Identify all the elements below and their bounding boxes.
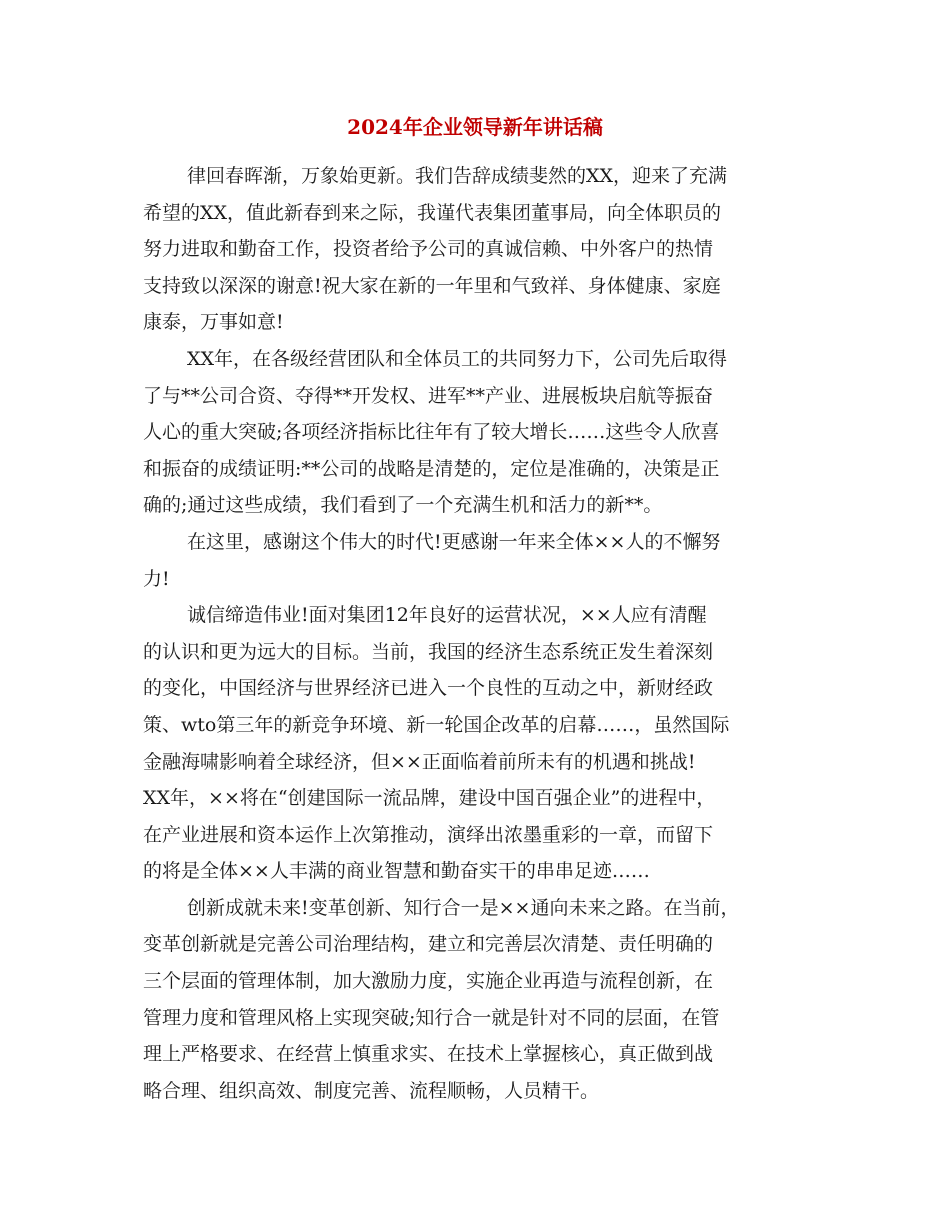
paragraph-line: 力!	[143, 567, 170, 590]
paragraph-line: XX年，在各级经营团队和全体员工的共同努力下，公司先后取得	[187, 347, 728, 370]
paragraph-line: 康泰，万事如意!	[143, 311, 284, 334]
paragraph-line: 和振奋的成绩证明:**公司的战略是清楚的，定位是准确的，决策是正	[143, 457, 720, 480]
paragraph-line: 支持致以深深的谢意!祝大家在新的一年里和气致祥、身体健康、家庭	[143, 274, 721, 297]
paragraph-line: 理上严格要求、在经营上慎重求实、在技术上掌握核心，真正做到战	[143, 1043, 714, 1066]
paragraph-line: 努力进取和勤奋工作，投资者给予公司的真诚信赖、中外客户的热情	[143, 238, 714, 261]
paragraph-line: XX年，××将在“创建国际一流品牌，建设中国百强企业”的进程中，	[143, 787, 716, 810]
paragraph-line: 策、wto第三年的新竞争环境、新一轮国企改革的启幕……，虽然国际	[143, 713, 730, 736]
paragraph-line: 在产业进展和资本运作上次第推动，演绎出浓墨重彩的一章，而留下	[143, 823, 714, 846]
paragraph-line: 金融海啸影响着全球经济，但××正面临着前所未有的机遇和挑战!	[143, 750, 696, 773]
paragraph-line: 管理力度和管理风格上实现突破;知行合一就是针对不同的层面，在管	[143, 1006, 720, 1029]
paragraph-line: 在这里，感谢这个伟大的时代!更感谢一年来全体××人的不懈努	[187, 530, 721, 553]
paragraph-line: 诚信缔造伟业!面对集团12年良好的运营状况，××人应有清醒	[187, 604, 707, 627]
paragraph-line: 希望的XX，值此新春到来之际，我谨代表集团董事局，向全体职员的	[143, 201, 722, 224]
paragraph-line: 人心的重大突破;各项经济指标比往年有了较大增长……这些令人欣喜	[143, 421, 720, 444]
paragraph-line: 了与**公司合资、夺得**开发权、进军**产业、进展板块启航等振奋	[143, 384, 714, 407]
paragraph-line: 的变化，中国经济与世界经济已进入一个良性的互动之中，新财经政	[143, 677, 714, 700]
paragraph-line: 三个层面的管理体制，加大激励力度，实施企业再造与流程创新，在	[143, 970, 714, 993]
document-body	[143, 158, 843, 1109]
paragraph-line: 创新成就未来!变革创新、知行合一是××通向未来之路。在当前，	[187, 896, 740, 919]
paragraph-line: 略合理、组织高效、制度完善、流程顺畅，人员精干。	[143, 1079, 600, 1102]
document-title: 2024年企业领导新年讲话稿	[347, 115, 603, 139]
paragraph-line: 律回春晖渐，万象始更新。我们告辞成绩斐然的XX，迎来了充满	[187, 165, 728, 187]
paragraph-line: 确的;通过这些成绩，我们看到了一个充满生机和活力的新**。	[143, 494, 663, 517]
paragraph-line: 的认识和更为远大的目标。当前，我国的经济生态系统正发生着深刻	[143, 640, 714, 663]
paragraph-line: 变革创新就是完善公司治理结构，建立和完善层次清楚、责任明确的	[143, 933, 714, 956]
paragraph-line: 的将是全体××人丰满的商业智慧和勤奋实干的串串足迹……	[143, 860, 650, 883]
